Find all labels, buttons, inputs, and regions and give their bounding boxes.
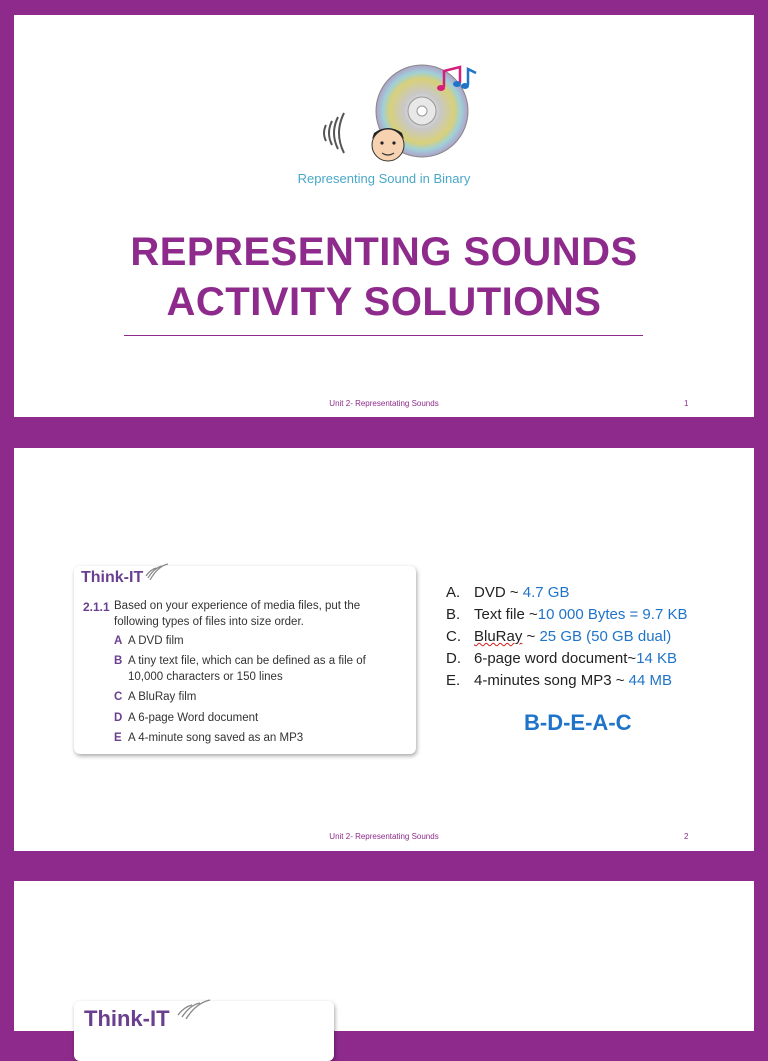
answer-letter: C. (446, 628, 461, 645)
signal-waves-icon (174, 995, 214, 1019)
slide-title (14, 15, 754, 417)
option-a (114, 633, 404, 649)
option-letter: A (114, 635, 123, 647)
answer-label-suffix: ~ (522, 628, 536, 645)
answer-value: 44 MB (628, 672, 673, 689)
answer-list (446, 582, 687, 692)
slide-footer: Unit 2- Representating Sounds (329, 399, 439, 408)
option-text: A BluRay film (128, 691, 197, 703)
answer-b (446, 604, 687, 626)
signal-waves-icon (142, 558, 172, 580)
option-text: A 4-minute song saved as an MP3 (128, 732, 304, 744)
answer-label: Text file ~ (474, 606, 538, 623)
slide-title-text (14, 227, 754, 327)
think-it-card (74, 566, 416, 754)
answer-label: 6-page word document~ (474, 650, 637, 667)
answer-letter: B. (446, 606, 461, 623)
option-letter: D (114, 712, 123, 724)
option-b (114, 653, 404, 685)
answer-a (446, 582, 687, 604)
option-letter: B (114, 655, 123, 667)
option-letter: C (114, 691, 123, 703)
answer-value: 25 GB (50 GB dual) (539, 628, 672, 645)
option-text: A 6-page Word document (128, 712, 259, 724)
answer-value: 14 KB (636, 650, 678, 667)
question-line-1: Based on your experience of media files, put the (114, 600, 361, 612)
question-text (114, 598, 414, 630)
slide-think-it-answers (14, 448, 754, 851)
option-letter: E (114, 732, 122, 744)
slide-footer: Unit 2- Representating Sounds (329, 832, 439, 841)
answer-letter: E. (446, 672, 461, 689)
option-c (114, 689, 404, 705)
card-title: Think-IT (81, 569, 144, 586)
answer-label: DVD ~ (474, 584, 519, 601)
answer-e (446, 670, 687, 692)
card-title: Think-IT (84, 1006, 170, 1031)
option-d (114, 710, 404, 726)
question-line-2: following types of files into size order. (114, 616, 304, 628)
answer-label: BluRay (474, 628, 523, 645)
title-line-1: REPRESENTING SOUNDS (130, 230, 638, 274)
page-number: 1 (684, 399, 689, 408)
size-order-answer: B-D-E-A-C (524, 710, 632, 735)
option-e (114, 730, 404, 746)
answer-label: 4-minutes song MP3 ~ (474, 672, 625, 689)
answer-letter: D. (446, 650, 461, 667)
title-line-2: ACTIVITY SOLUTIONS (166, 280, 602, 324)
think-it-card (74, 1001, 334, 1061)
option-text: A tiny text file, which can be defined as a file of 10,000 characters or 150 lines (128, 655, 366, 683)
logo-caption: Representing Sound in Binary (297, 171, 471, 186)
answer-letter: A. (446, 584, 461, 601)
answer-value: 10 000 Bytes = 9.7 KB (537, 606, 688, 623)
option-text: A DVD film (128, 635, 184, 647)
question-number: 2.1.1 (83, 600, 110, 614)
answer-d (446, 648, 687, 670)
sound-cd-logo-icon (304, 63, 484, 163)
slide-think-it-next (14, 881, 754, 1031)
page-number: 2 (684, 832, 689, 841)
answer-c (446, 626, 687, 648)
title-divider (124, 335, 643, 336)
answer-value: 4.7 GB (522, 584, 570, 601)
